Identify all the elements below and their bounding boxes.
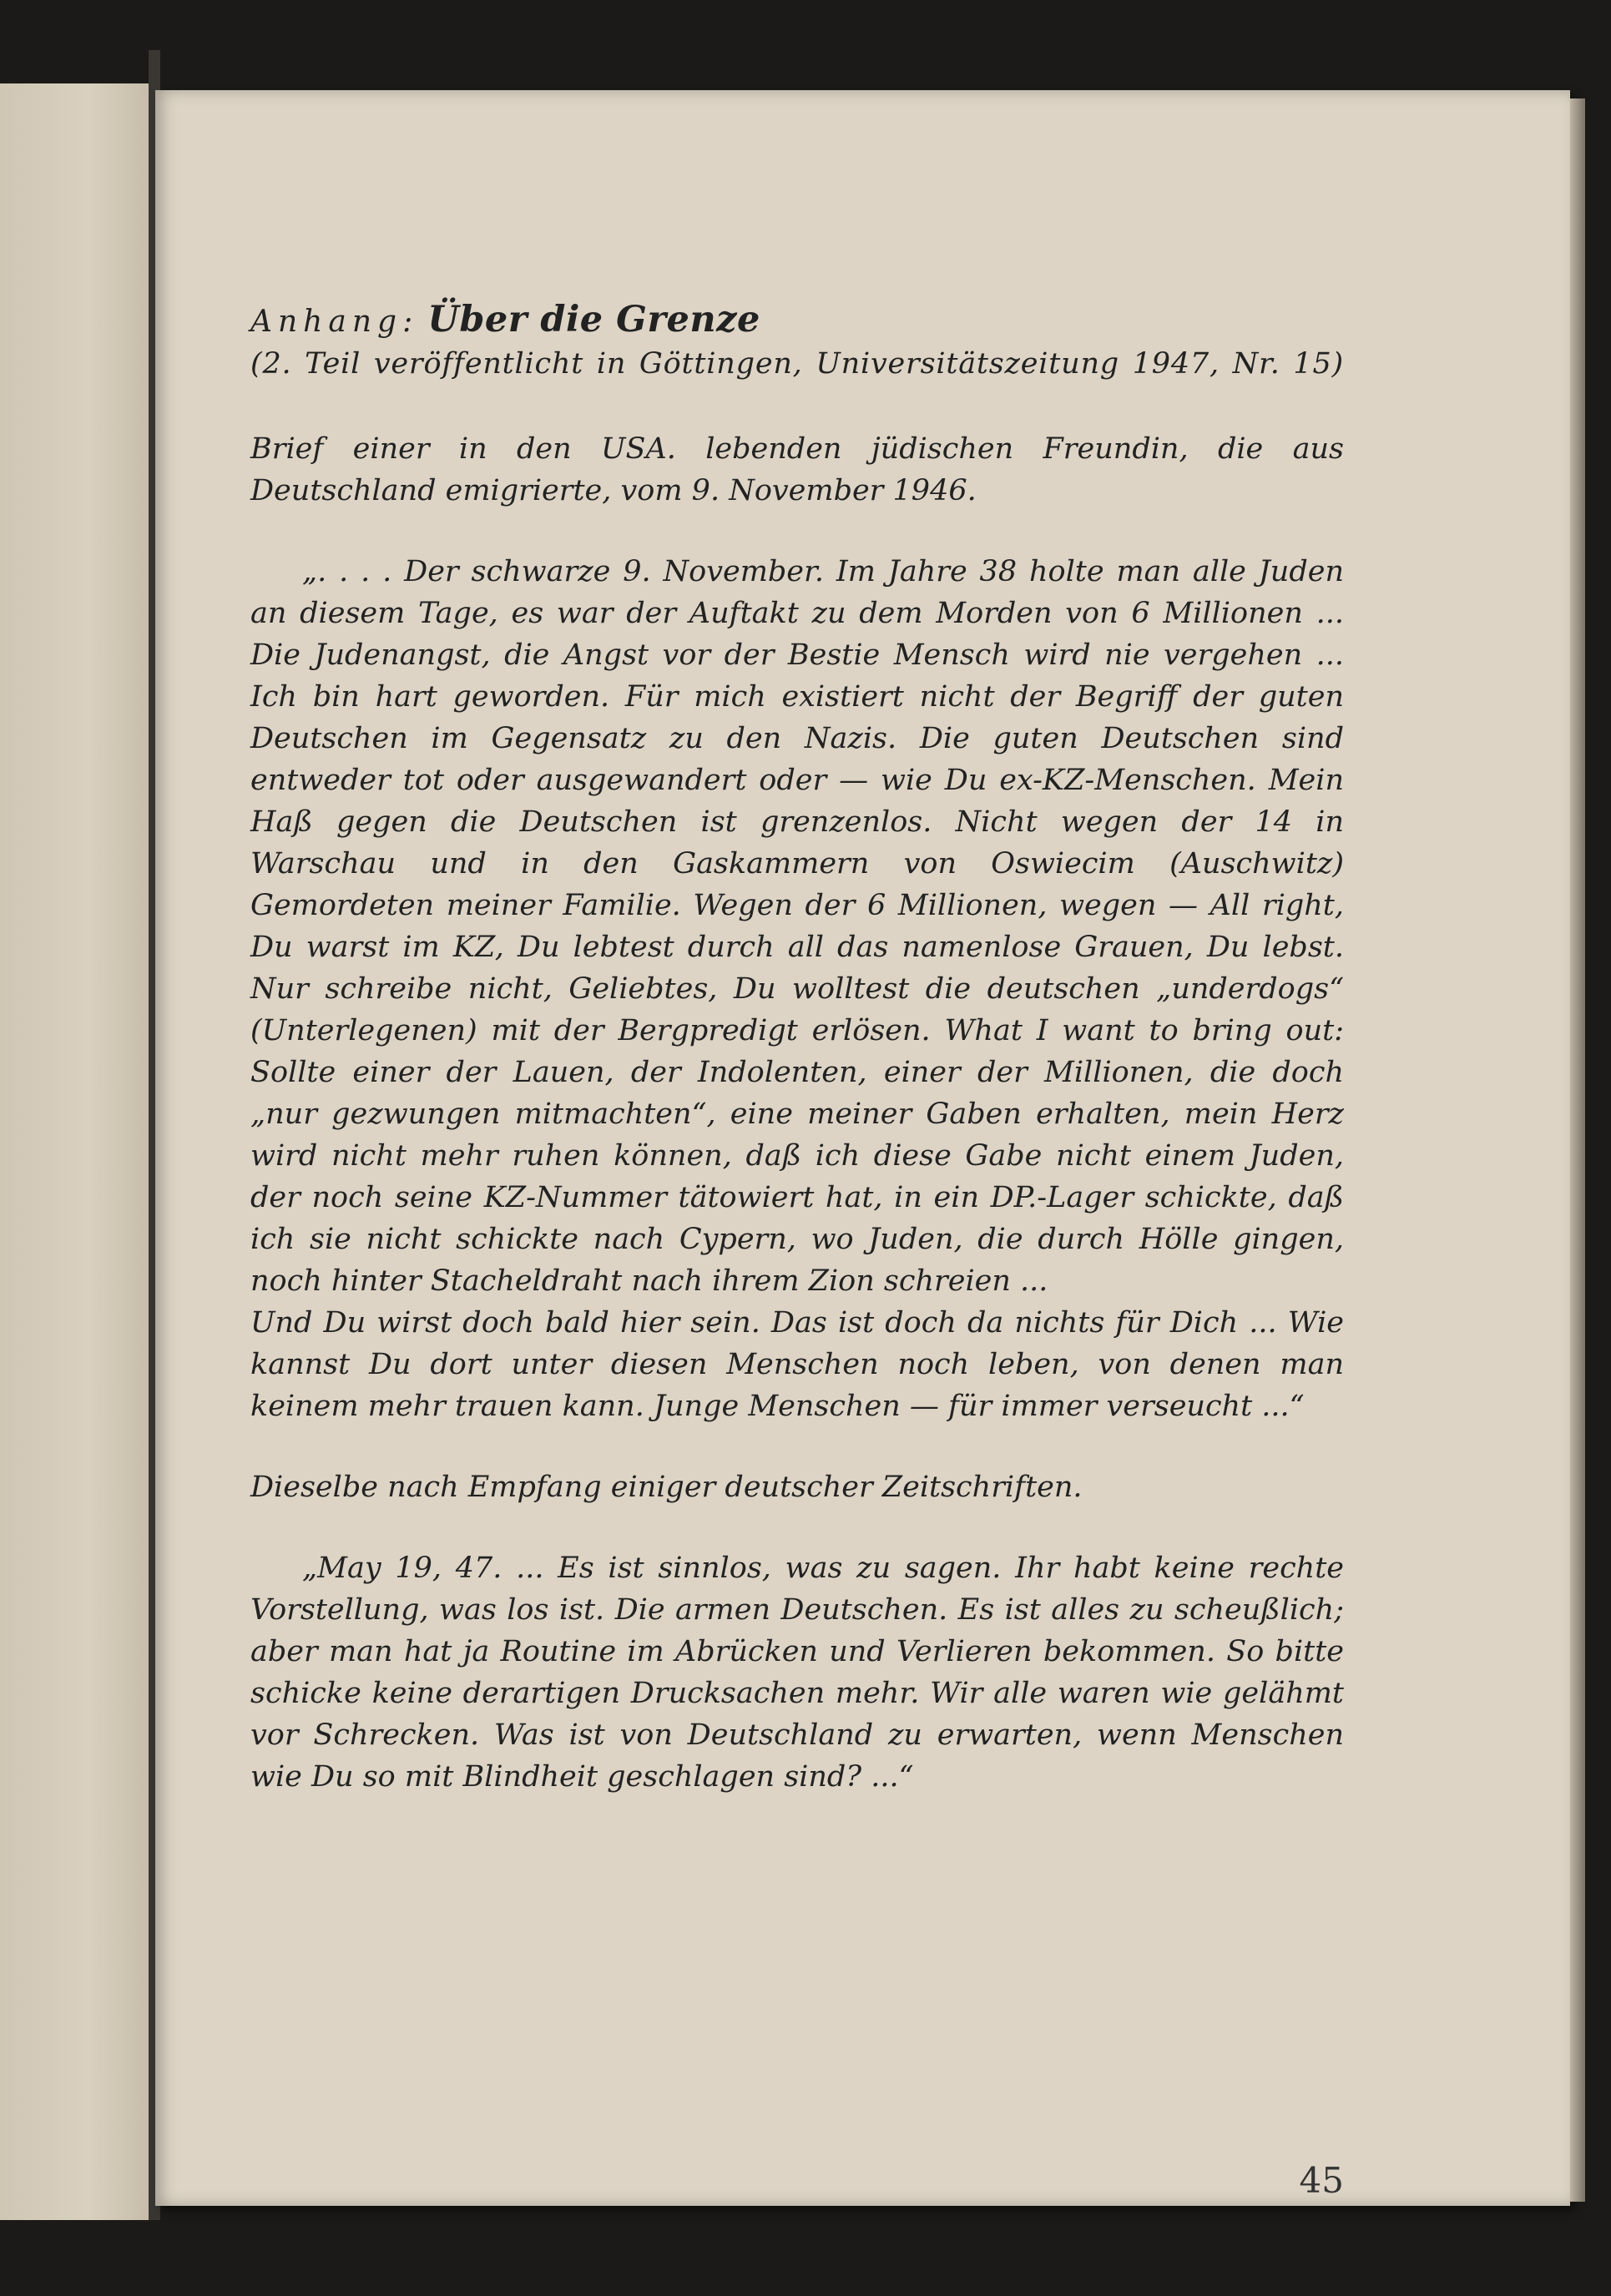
letter1-body: „. . . . Der schwarze 9. November. Im Jahre 38 holte man alle Juden an diesem Tage, es war der Auftakt zu dem Morden von 6 Millionen ... Die Judenangst, die Angst vor der Bestie Mensch wird nie vergehen ... Ich bin hart geworden. Für mich existiert nicht der Begriff der guten Deutschen im Gegensatz zu den Nazis. Die guten Deutschen sind entweder tot oder ausgewandert oder — wie Du ex-KZ-Menschen. Mein Haß gegen die Deutschen ist grenzenlos. Nicht wegen der 14 in Warschau und in den Gaskammern von Oswiecim (Auschwitz) Gemordeten meiner Familie. Wegen der 6 Millionen, wegen — All right, Du warst im KZ, Du lebtest durch all das namenlose Grauen, Du lebst. Nur schreibe nicht, Geliebtes, Du wolltest die deutschen „underdogs“ (Unterlegenen) mit der Bergpredigt erlösen. What I want to bring out: Sollte einer der Lauen, der Indolenten, einer der Millionen, die doch „nur gezwungen mitmachten“, eine meiner Gaben erhalten, mein Herz wird nicht mehr ruhen können, daß ich diese Gabe nicht einem Juden, der noch seine KZ-Nummer tätowiert hat, in ein DP.-Lager schickte, daß ich sie nicht schickte nach Cypern, wo Juden, die durch Hölle gingen, noch hinter Stacheldraht nach ihrem Zion schreien ... bbox=[250, 555, 1344, 1298]
letter2-body: „May 19, 47. ... Es ist sinnlos, was zu sagen. Ihr habt keine rechte Vorstellung, was los ist. Die armen Deutschen. Es ist alles zu scheußlich; aber man hat ja Routine im Abrücken und Verlieren bekommen. So bitte schicke keine derartigen Drucksachen mehr. Wir alle waren wie gelähmt vor Schrecken. Was ist von Deutschland zu erwarten, wenn Menschen wie Du so mit Blindheit geschlagen sind? ...“ bbox=[250, 1552, 1344, 1794]
book-page bbox=[155, 90, 1570, 2206]
page-number: 45 bbox=[1299, 2160, 1344, 2201]
heading-label: Anhang: bbox=[250, 305, 419, 339]
heading-title: Über die Grenze bbox=[427, 299, 760, 341]
heading bbox=[250, 299, 1344, 343]
letter1-closing: Und Du wirst doch bald hier sein. Das ist doch da nichts für Dich ... Wie kannst Du dort unter diesen Menschen noch leben, von denen man keinem mehr trauen kann. Junge Menschen — für immer verseucht ...“ bbox=[250, 1306, 1344, 1423]
left-page-edge bbox=[0, 83, 151, 2220]
letter1-intro: Brief einer in den USA. lebenden jüdischen Freundin, die aus Deutschland emigrierte, vom 9. November 1946. bbox=[250, 432, 1344, 507]
heading-source: (2. Teil veröffentlicht in Göttingen, Universitätszeitung 1947, Nr. 15) bbox=[250, 347, 1344, 381]
page-text bbox=[250, 299, 1344, 2201]
letter2-intro: Dieselbe nach Empfang einiger deutscher Zeitschriften. bbox=[250, 1471, 1083, 1504]
